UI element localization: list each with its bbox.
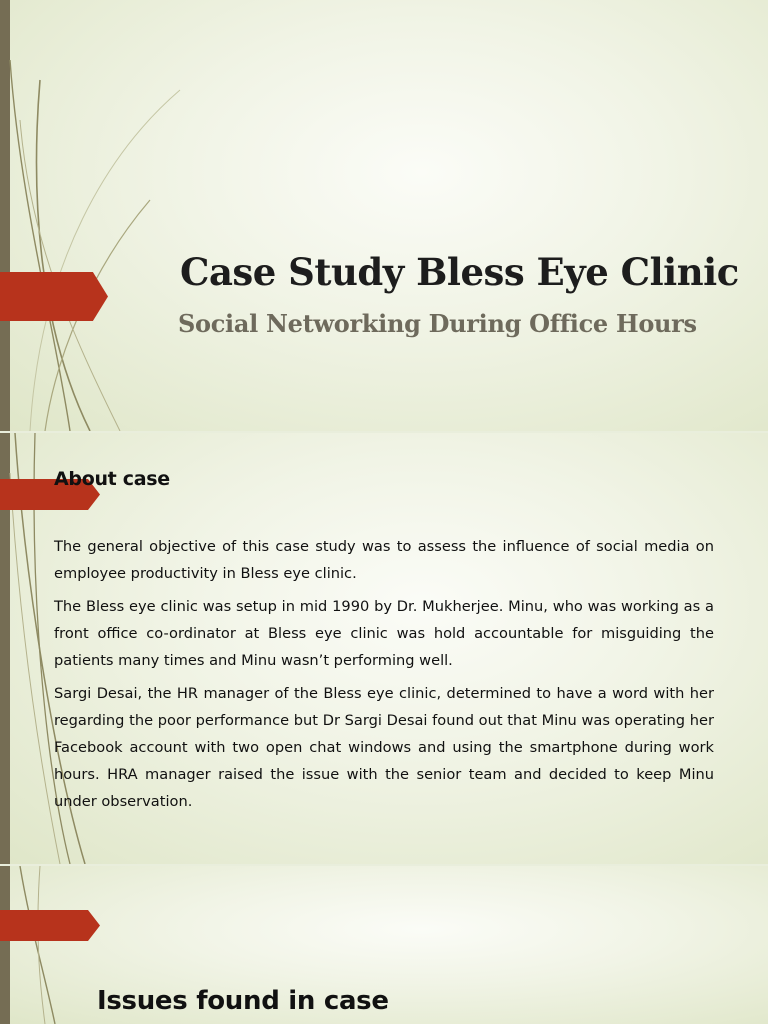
- section-heading: About case: [54, 468, 170, 490]
- section-heading: Issues found in case: [97, 986, 389, 1016]
- slide-subtitle: Social Networking During Office Hours: [178, 309, 697, 338]
- body-text: [54, 533, 714, 821]
- arrow-accent-tab: [0, 272, 108, 321]
- slide-title-heading: Case Study Bless Eye Clinic: [180, 250, 739, 294]
- decorative-vines-icon: [0, 0, 200, 431]
- paragraph: Sargi Desai, the HR manager of the Bless eye clinic, determined to have a word with her regarding the poor performance but Dr Sargi Desai found out that Minu was operating her Facebook account with two open chat windows and using the smartphone during work hours. HRA manager raised the issue with the senior team and decided to keep Minu under observation.: [54, 685, 714, 810]
- paragraph: The general objective of this case study was to assess the influence of social media on employee productivity in Bless eye clinic.: [54, 538, 714, 582]
- arrow-accent-tab: [0, 910, 100, 941]
- slide-issues: [0, 866, 768, 1024]
- paragraph: The Bless eye clinic was setup in mid 1990 by Dr. Mukherjee. Minu, who was working as a front office co-ordinator at Bless eye clinic was hold accountable for misguiding the patients many times and Minu wasn’t performing well.: [54, 598, 714, 669]
- slide-about-case: [0, 433, 768, 864]
- slide-title: [0, 0, 768, 431]
